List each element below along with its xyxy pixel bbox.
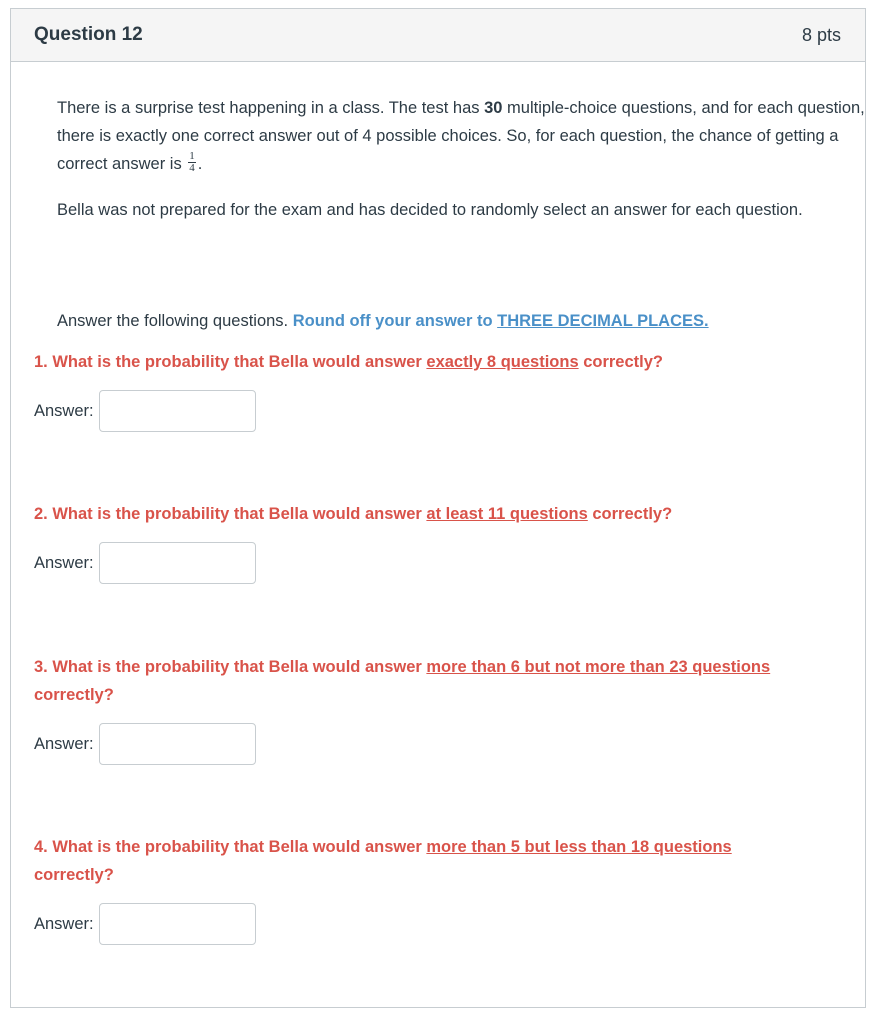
bella-paragraph: Bella was not prepared for the exam and has decided to randomly select an answer for each question.: [57, 201, 803, 219]
fraction-denominator: 4: [189, 162, 195, 175]
question-1-suffix: correctly?: [578, 353, 663, 371]
question-3-prompt: [34, 653, 824, 709]
intro-period: .: [197, 155, 203, 173]
question-4-emphasis: more than 5 but less than 18 questions: [426, 838, 732, 856]
question-1-prompt: [34, 348, 834, 376]
question-1-prefix: 1. What is the probability that Bella would answer: [34, 353, 427, 371]
question-card: [10, 8, 866, 1008]
intro-paragraph: [34, 94, 881, 178]
fraction-numerator: 1: [189, 150, 195, 163]
answer-input-3[interactable]: [99, 723, 256, 765]
answer-input-2[interactable]: [99, 542, 256, 584]
question-2-emphasis: at least 11 questions: [426, 505, 588, 523]
question-title: Question 12: [34, 24, 143, 45]
question-2-suffix: correctly?: [587, 505, 673, 523]
intro-text-2: multiple-choice questions, and for each question, there is exactly one correct answer out of 4 possible choices. So, for each question, the chance of getting a correct answer is: [57, 99, 865, 173]
answer-row-1: [34, 390, 256, 432]
answer-row-2: [34, 542, 256, 584]
question-3-suffix: correctly?: [34, 686, 114, 704]
question-4-prompt: [34, 833, 794, 889]
answer-label-2: Answer:: [34, 553, 94, 572]
instructions-blue-text: Round off your answer to: [292, 312, 498, 330]
answer-label-1: Answer:: [34, 401, 94, 420]
instructions-lead: Answer the following questions.: [57, 312, 293, 330]
fraction-one-quarter: [188, 151, 196, 174]
question-points: 8 pts: [801, 24, 841, 45]
instructions-paragraph: [34, 307, 881, 335]
answer-label-3: Answer:: [34, 734, 94, 753]
answer-label-4: Answer:: [34, 914, 94, 933]
question-3-prefix: 3. What is the probability that Bella would answer: [34, 658, 427, 676]
question-2-prefix: 2. What is the probability that Bella would answer: [34, 505, 427, 523]
question-header: [11, 9, 865, 62]
question-2-prompt: [34, 500, 834, 528]
question-3-emphasis: more than 6 but not more than 23 questions: [426, 658, 771, 676]
instructions-decimal-places: THREE DECIMAL PLACES.: [497, 312, 709, 330]
answer-input-4[interactable]: [99, 903, 256, 945]
question-1-emphasis: exactly 8 questions: [426, 353, 579, 371]
instructions-round-off: [293, 312, 709, 330]
answer-row-3: [34, 723, 256, 765]
intro-text-1: There is a surprise test happening in a class. The test has: [57, 99, 485, 117]
question-4-prefix: 4. What is the probability that Bella would answer: [34, 838, 427, 856]
intro-bold-number: 30: [484, 99, 503, 117]
answer-input-1[interactable]: [99, 390, 256, 432]
answer-row-4: [34, 903, 256, 945]
question-4-suffix: correctly?: [34, 866, 114, 884]
